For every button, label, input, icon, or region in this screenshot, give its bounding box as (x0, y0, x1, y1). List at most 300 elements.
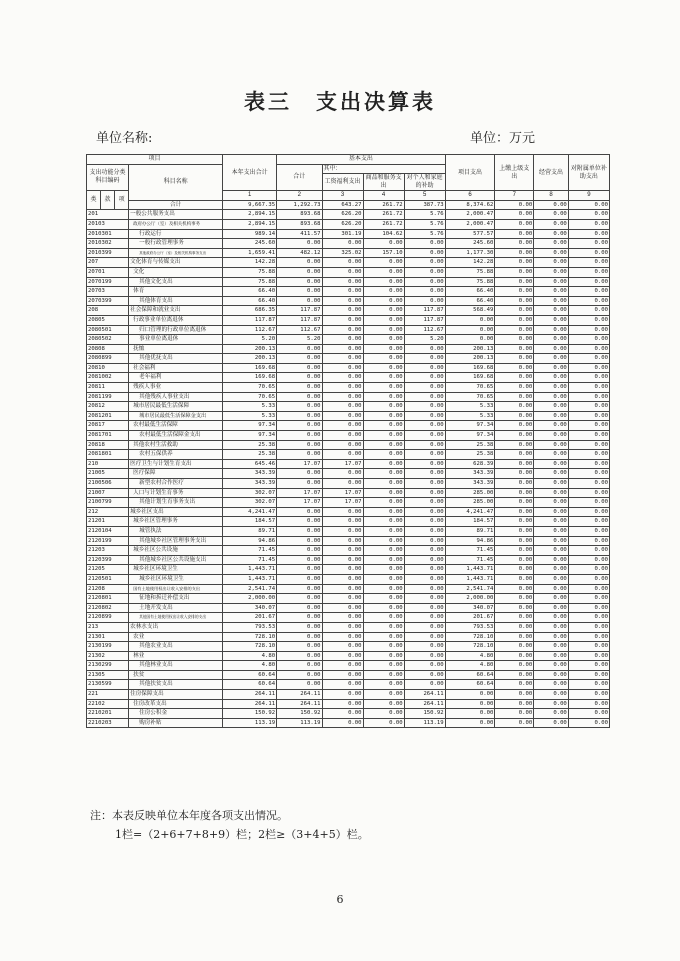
table-row (87, 363, 610, 373)
function-code: 20703 (87, 287, 129, 297)
total-cell: 0.00 (534, 200, 569, 210)
function-code: 201 (87, 210, 129, 220)
value-cell: 245.60 (223, 239, 277, 249)
function-code: 208 (87, 306, 129, 316)
value-cell: 0.00 (404, 546, 445, 556)
value-cell: 0.00 (568, 258, 609, 268)
value-cell: 0.00 (322, 661, 363, 671)
value-cell: 0.00 (495, 469, 534, 479)
value-cell: 0.00 (277, 603, 322, 613)
value-cell: 0.00 (568, 325, 609, 335)
value-cell: 989.14 (223, 229, 277, 239)
subject-name: 其他林业支出 (129, 661, 223, 671)
value-cell: 0.00 (277, 373, 322, 383)
value-cell: 0.00 (322, 651, 363, 661)
value-cell: 0.00 (277, 421, 322, 431)
table-row (87, 690, 610, 700)
total-row (87, 200, 610, 210)
table-row (87, 373, 610, 383)
value-cell: 0.00 (322, 277, 363, 287)
value-cell: 0.00 (322, 469, 363, 479)
value-cell: 0.00 (495, 603, 534, 613)
value-cell: 142.28 (223, 258, 277, 268)
value-cell: 0.00 (495, 680, 534, 690)
value-cell: 0.00 (495, 651, 534, 661)
value-cell: 0.00 (568, 479, 609, 489)
function-code: 21301 (87, 632, 129, 642)
value-cell: 0.00 (322, 603, 363, 613)
col-num: 7 (495, 191, 534, 201)
value-cell: 5.33 (445, 411, 495, 421)
total-cell: 643.27 (322, 200, 363, 210)
value-cell: 117.87 (404, 315, 445, 325)
value-cell: 0.00 (568, 431, 609, 441)
note-line-2: 1栏=（2+6+7+8+9）栏；2栏≥（3+4+5）栏。 (115, 828, 369, 841)
value-cell: 0.00 (322, 622, 363, 632)
value-cell: 0.00 (568, 469, 609, 479)
table-row (87, 469, 610, 479)
table-row (87, 392, 610, 402)
value-cell: 343.39 (445, 479, 495, 489)
value-cell: 0.00 (568, 277, 609, 287)
header-total-expense: 本年支出合计 (223, 155, 277, 191)
value-cell: 200.13 (223, 354, 277, 364)
table-row (87, 498, 610, 508)
value-cell: 0.00 (404, 680, 445, 690)
table-row (87, 479, 610, 489)
value-cell: 0.00 (404, 632, 445, 642)
value-cell: 0.00 (495, 670, 534, 680)
value-cell: 0.00 (277, 661, 322, 671)
function-code: 20810 (87, 363, 129, 373)
value-cell: 0.00 (322, 267, 363, 277)
value-cell: 0.00 (277, 450, 322, 460)
function-code: 2070199 (87, 277, 129, 287)
value-cell: 0.00 (568, 642, 609, 652)
function-code: 2081701 (87, 431, 129, 441)
subject-name: 政府办公厅（室）及相关机构事务 (129, 219, 223, 229)
value-cell: 89.71 (223, 526, 277, 536)
value-cell: 0.00 (495, 411, 534, 421)
value-cell: 0.00 (534, 536, 569, 546)
value-cell: 0.00 (404, 411, 445, 421)
value-cell: 0.00 (495, 421, 534, 431)
value-cell: 0.00 (322, 699, 363, 709)
function-code: 2120501 (87, 574, 129, 584)
value-cell: 1,443.71 (445, 565, 495, 575)
value-cell: 2,000.00 (445, 594, 495, 604)
value-cell: 0.00 (495, 526, 534, 536)
table-row (87, 315, 610, 325)
value-cell: 0.00 (495, 363, 534, 373)
value-cell: 0.00 (404, 267, 445, 277)
value-cell: 0.00 (495, 335, 534, 345)
table-row (87, 555, 610, 565)
value-cell: 0.00 (404, 392, 445, 402)
value-cell: 0.00 (277, 411, 322, 421)
value-cell: 0.00 (568, 546, 609, 556)
value-cell: 0.00 (534, 479, 569, 489)
value-cell: 200.13 (445, 344, 495, 354)
value-cell: 0.00 (404, 402, 445, 412)
subject-name: 其他残疾人事业支出 (129, 392, 223, 402)
value-cell: 0.00 (363, 335, 404, 345)
function-code: 2080501 (87, 325, 129, 335)
header-personal: 对个人和家庭的补助 (404, 174, 445, 191)
value-cell: 0.00 (495, 565, 534, 575)
value-cell: 0.00 (404, 536, 445, 546)
value-cell: 25.38 (445, 450, 495, 460)
value-cell: 66.40 (223, 287, 277, 297)
value-cell: 0.00 (534, 469, 569, 479)
table-row (87, 411, 610, 421)
value-cell: 0.00 (568, 267, 609, 277)
value-cell: 0.00 (363, 632, 404, 642)
value-cell: 0.00 (534, 287, 569, 297)
subject-name: 农村最低生活保障金支出 (129, 431, 223, 441)
value-cell: 0.00 (404, 594, 445, 604)
value-cell: 0.00 (404, 258, 445, 268)
table-row (87, 210, 610, 220)
value-cell: 200.13 (223, 344, 277, 354)
value-cell: 0.00 (534, 450, 569, 460)
value-cell: 0.00 (568, 392, 609, 402)
subject-name: 城乡社区环境卫生 (129, 565, 223, 575)
value-cell: 0.00 (363, 584, 404, 594)
value-cell: 0.00 (495, 306, 534, 316)
value-cell: 0.00 (445, 325, 495, 335)
value-cell: 112.67 (404, 325, 445, 335)
value-cell: 104.62 (363, 229, 404, 239)
value-cell: 0.00 (568, 219, 609, 229)
value-cell: 60.64 (223, 680, 277, 690)
subject-name: 农林水支出 (129, 622, 223, 632)
value-cell: 89.71 (445, 526, 495, 536)
value-cell: 150.92 (223, 709, 277, 719)
table-row (87, 277, 610, 287)
function-code: 21201 (87, 517, 129, 527)
function-code: 2010301 (87, 229, 129, 239)
value-cell: 0.00 (363, 622, 404, 632)
subject-name: 其他农业支出 (129, 642, 223, 652)
value-cell: 0.00 (568, 632, 609, 642)
value-cell: 0.00 (534, 267, 569, 277)
value-cell: 0.00 (495, 642, 534, 652)
value-cell: 0.00 (277, 555, 322, 565)
subject-name: 其他城乡社区公共设施支出 (129, 555, 223, 565)
value-cell: 0.00 (445, 690, 495, 700)
value-cell: 0.00 (534, 344, 569, 354)
value-cell: 0.00 (568, 517, 609, 527)
value-cell: 411.57 (277, 229, 322, 239)
value-cell: 0.00 (534, 373, 569, 383)
table-row (87, 440, 610, 450)
value-cell: 0.00 (322, 411, 363, 421)
header-wages: 工资福利支出 (322, 174, 363, 191)
subject-name: 购房补贴 (129, 718, 223, 728)
value-cell: 2,000.47 (445, 219, 495, 229)
value-cell: 0.00 (363, 670, 404, 680)
value-cell: 0.00 (277, 507, 322, 517)
subject-name: 抚恤 (129, 344, 223, 354)
value-cell: 1,443.71 (223, 565, 277, 575)
value-cell: 0.00 (534, 459, 569, 469)
value-cell: 0.00 (322, 718, 363, 728)
value-cell: 0.00 (568, 526, 609, 536)
value-cell: 75.88 (223, 277, 277, 287)
function-code: 2120199 (87, 536, 129, 546)
value-cell: 0.00 (404, 613, 445, 623)
value-cell: 2,541.74 (445, 584, 495, 594)
value-cell: 0.00 (568, 507, 609, 517)
value-cell: 0.00 (363, 306, 404, 316)
value-cell: 25.38 (223, 450, 277, 460)
value-cell: 0.00 (404, 373, 445, 383)
value-cell: 0.00 (322, 632, 363, 642)
value-cell: 0.00 (363, 287, 404, 297)
value-cell: 70.65 (445, 392, 495, 402)
table-row (87, 632, 610, 642)
value-cell: 0.00 (534, 363, 569, 373)
value-cell: 0.00 (322, 315, 363, 325)
value-cell: 0.00 (568, 584, 609, 594)
value-cell: 0.00 (322, 325, 363, 335)
value-cell: 0.00 (568, 402, 609, 412)
value-cell: 94.86 (445, 536, 495, 546)
subject-name: 其他体育支出 (129, 296, 223, 306)
value-cell: 0.00 (404, 488, 445, 498)
value-cell: 0.00 (495, 546, 534, 556)
table-row (87, 526, 610, 536)
value-cell: 2,894.15 (223, 210, 277, 220)
col-num: 4 (363, 191, 404, 201)
value-cell: 5.76 (404, 229, 445, 239)
function-code: 2120104 (87, 526, 129, 536)
value-cell: 75.88 (445, 267, 495, 277)
value-cell: 0.00 (277, 440, 322, 450)
value-cell: 245.60 (445, 239, 495, 249)
value-cell: 0.00 (568, 459, 609, 469)
table-row (87, 546, 610, 556)
col-num: 5 (404, 191, 445, 201)
value-cell: 0.00 (495, 239, 534, 249)
value-cell: 0.00 (534, 555, 569, 565)
value-cell: 0.00 (322, 258, 363, 268)
value-cell: 0.00 (534, 565, 569, 575)
table-row (87, 267, 610, 277)
value-cell: 343.39 (445, 469, 495, 479)
value-cell: 0.00 (495, 709, 534, 719)
value-cell: 25.38 (223, 440, 277, 450)
value-cell: 5.76 (404, 210, 445, 220)
value-cell: 0.00 (277, 526, 322, 536)
value-cell: 0.00 (277, 517, 322, 527)
value-cell: 0.00 (363, 498, 404, 508)
value-cell: 0.00 (534, 690, 569, 700)
value-cell: 0.00 (568, 498, 609, 508)
total-cell: 9,667.35 (223, 200, 277, 210)
value-cell: 343.39 (223, 469, 277, 479)
header-sum: 合计 (277, 164, 322, 191)
subject-name: 其他计划生育事务支出 (129, 498, 223, 508)
value-cell: 0.00 (534, 680, 569, 690)
value-cell: 0.00 (363, 450, 404, 460)
value-cell: 0.00 (277, 670, 322, 680)
value-cell: 0.00 (568, 555, 609, 565)
value-cell: 71.45 (445, 546, 495, 556)
value-cell: 0.00 (404, 517, 445, 527)
value-cell: 626.20 (322, 219, 363, 229)
value-cell: 0.00 (277, 363, 322, 373)
subject-name: 其他文化支出 (129, 277, 223, 287)
value-cell: 0.00 (363, 363, 404, 373)
value-cell: 0.00 (363, 296, 404, 306)
value-cell: 340.07 (223, 603, 277, 613)
value-cell: 71.45 (445, 555, 495, 565)
value-cell: 0.00 (363, 555, 404, 565)
total-cell: 261.72 (363, 200, 404, 210)
unit-label: 单位：万元 (470, 131, 536, 146)
function-code: 2120399 (87, 555, 129, 565)
function-code: 2130199 (87, 642, 129, 652)
subject-name: 文化 (129, 267, 223, 277)
col-num: 1 (223, 191, 277, 201)
value-cell: 0.00 (495, 315, 534, 325)
subject-name: 城乡社区公共设施 (129, 546, 223, 556)
value-cell: 0.00 (568, 622, 609, 632)
value-cell: 0.00 (277, 479, 322, 489)
value-cell: 728.10 (223, 632, 277, 642)
value-cell: 0.00 (277, 344, 322, 354)
header-subsidy: 对附属单位补助支出 (568, 155, 609, 191)
value-cell: 0.00 (495, 459, 534, 469)
value-cell: 0.00 (363, 709, 404, 719)
value-cell: 793.53 (223, 622, 277, 632)
value-cell: 17.07 (322, 459, 363, 469)
value-cell: 0.00 (568, 383, 609, 393)
value-cell: 0.00 (534, 354, 569, 364)
value-cell: 0.00 (404, 670, 445, 680)
subject-name: 农村最低生活保障 (129, 421, 223, 431)
value-cell: 0.00 (277, 402, 322, 412)
subject-name: 新型农村合作医疗 (129, 479, 223, 489)
value-cell: 2,000.47 (445, 210, 495, 220)
value-cell: 184.57 (445, 517, 495, 527)
value-cell: 0.00 (495, 248, 534, 258)
value-cell: 117.87 (277, 315, 322, 325)
table-row (87, 383, 610, 393)
value-cell: 0.00 (495, 632, 534, 642)
value-cell: 113.19 (404, 718, 445, 728)
value-cell: 150.92 (404, 709, 445, 719)
value-cell: 0.00 (534, 584, 569, 594)
value-cell: 0.00 (495, 392, 534, 402)
value-cell: 0.00 (404, 354, 445, 364)
total-label: 合计 (129, 200, 223, 210)
function-code: 20103 (87, 219, 129, 229)
value-cell: 0.00 (568, 565, 609, 575)
table-row (87, 613, 610, 623)
value-cell: 0.00 (495, 210, 534, 220)
value-cell: 60.64 (445, 670, 495, 680)
value-cell: 0.00 (495, 479, 534, 489)
function-code: 221 (87, 690, 129, 700)
value-cell: 0.00 (404, 651, 445, 661)
value-cell: 0.00 (363, 344, 404, 354)
table-row (87, 594, 610, 604)
value-cell: 0.00 (534, 718, 569, 728)
value-cell: 0.00 (495, 574, 534, 584)
value-cell: 0.00 (277, 267, 322, 277)
value-cell: 66.40 (445, 287, 495, 297)
function-code: 207 (87, 258, 129, 268)
value-cell: 97.34 (445, 421, 495, 431)
value-cell: 0.00 (322, 507, 363, 517)
function-code: 21007 (87, 488, 129, 498)
value-cell: 0.00 (277, 680, 322, 690)
value-cell: 0.00 (277, 392, 322, 402)
value-cell: 4.80 (445, 651, 495, 661)
value-cell: 0.00 (534, 498, 569, 508)
value-cell: 0.00 (568, 421, 609, 431)
value-cell: 0.00 (404, 459, 445, 469)
value-cell: 0.00 (568, 363, 609, 373)
value-cell: 97.34 (223, 421, 277, 431)
value-cell: 0.00 (568, 536, 609, 546)
value-cell: 0.00 (534, 335, 569, 345)
value-cell: 0.00 (534, 488, 569, 498)
value-cell: 0.00 (495, 661, 534, 671)
subject-name: 社会福利 (129, 363, 223, 373)
value-cell: 17.07 (277, 498, 322, 508)
value-cell: 0.00 (363, 392, 404, 402)
value-cell: 0.00 (363, 479, 404, 489)
function-code: 2080502 (87, 335, 129, 345)
value-cell: 0.00 (322, 421, 363, 431)
value-cell: 0.00 (495, 718, 534, 728)
value-cell: 169.68 (445, 363, 495, 373)
subject-name: 其他农村生活救助 (129, 440, 223, 450)
value-cell: 0.00 (322, 306, 363, 316)
value-cell: 264.11 (277, 699, 322, 709)
value-cell: 893.68 (277, 210, 322, 220)
value-cell: 0.00 (568, 440, 609, 450)
value-cell: 0.00 (495, 440, 534, 450)
value-cell: 4.80 (223, 651, 277, 661)
value-cell: 0.00 (277, 632, 322, 642)
value-cell: 0.00 (404, 498, 445, 508)
value-cell: 97.34 (445, 431, 495, 441)
function-code: 20817 (87, 421, 129, 431)
value-cell: 264.11 (404, 699, 445, 709)
value-cell: 1,443.71 (223, 574, 277, 584)
value-cell: 0.00 (445, 335, 495, 345)
value-cell: 201.67 (223, 613, 277, 623)
table-row (87, 287, 610, 297)
value-cell: 157.10 (363, 248, 404, 258)
value-cell: 0.00 (534, 229, 569, 239)
value-cell: 0.00 (322, 383, 363, 393)
value-cell: 0.00 (495, 325, 534, 335)
value-cell: 0.00 (495, 517, 534, 527)
subject-name: 林业 (129, 651, 223, 661)
value-cell: 0.00 (404, 661, 445, 671)
header-kuan: 款 (101, 191, 115, 210)
subject-name: 其他政府办公厅（室）及相关机构事务支出 (129, 248, 223, 258)
value-cell: 0.00 (277, 613, 322, 623)
value-cell: 264.11 (223, 690, 277, 700)
value-cell: 0.00 (534, 632, 569, 642)
